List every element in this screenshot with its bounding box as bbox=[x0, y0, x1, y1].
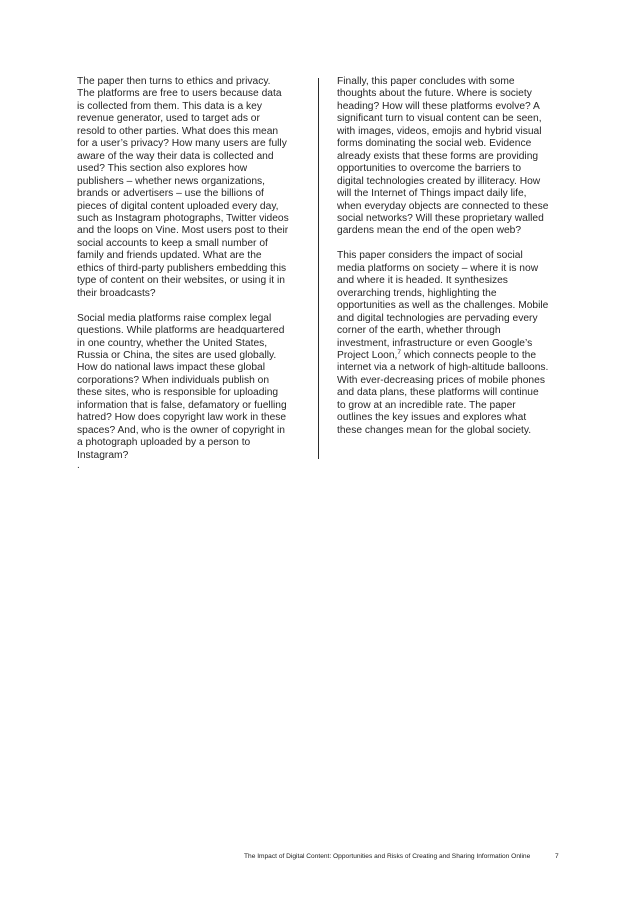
text-line: and the loops on Vine. Most users post to their bbox=[77, 225, 289, 237]
text-line: spaces? And, who is the owner of copyright in bbox=[77, 424, 285, 436]
footnote-line bbox=[337, 350, 562, 362]
text-line: brands or advertisers – use the billions of bbox=[77, 188, 264, 200]
column-divider bbox=[318, 78, 319, 459]
text-line: corner of the earth, whether through bbox=[337, 325, 501, 337]
text-line: Instagram? bbox=[77, 449, 129, 461]
text-line: The platforms are free to users because data bbox=[77, 88, 282, 100]
right-paragraph-impact bbox=[337, 250, 562, 437]
text-line: opportunities as well as the challenges. Mobile bbox=[337, 300, 549, 312]
text-line: ethics of third-party publishers embedding this bbox=[77, 262, 287, 274]
text-line: media platforms on society – where it is now bbox=[337, 262, 539, 274]
text-line: social networks? Will these proprietary walled bbox=[337, 212, 544, 224]
text-line: heading? How will these platforms evolve? A bbox=[337, 100, 540, 112]
left-paragraph-legal bbox=[77, 313, 302, 462]
stray-mark: . bbox=[77, 460, 80, 471]
text-line: outlines the key issues and explores what bbox=[337, 412, 527, 424]
text-line: such as Instagram photographs, Twitter videos bbox=[77, 212, 289, 224]
text-line: thoughts about the future. Where is society bbox=[337, 88, 532, 100]
text-line: and digital technologies are pervading every bbox=[337, 312, 538, 324]
page-number: 7 bbox=[555, 853, 559, 860]
text-line: forms dominating the social web. Evidence bbox=[337, 138, 532, 150]
text-line: already exists that these forms are providing bbox=[337, 150, 539, 162]
footer-title: The Impact of Digital Content: Opportunities and Risks of Creating and Sharing Information Online bbox=[244, 853, 531, 860]
text-line: investment, infrastructure or even Google’s bbox=[337, 337, 533, 349]
text-line: Social media platforms raise complex legal bbox=[77, 312, 272, 324]
text-line: these changes mean for the global society. bbox=[337, 424, 532, 436]
text-line: a photograph uploaded by a person to bbox=[77, 437, 251, 449]
text-line: gardens mean the end of the open web? bbox=[337, 225, 522, 237]
text-line: revenue generator, used to target ads or bbox=[77, 113, 260, 125]
footnote-line-end: which connects people to the bbox=[401, 349, 537, 361]
footnote-line-start: Project Loon, bbox=[337, 349, 398, 361]
text-line: digital technologies created by illiteracy. How bbox=[337, 175, 541, 187]
left-paragraph-ethics bbox=[77, 76, 302, 300]
text-line: family and friends updated. What are the bbox=[77, 250, 262, 262]
text-line: The paper then turns to ethics and privacy. bbox=[77, 76, 271, 87]
text-line: overarching trends, highlighting the bbox=[337, 287, 497, 299]
text-line: when everyday objects are connected to these bbox=[337, 200, 549, 212]
text-line: publishers – whether news organizations, bbox=[77, 175, 266, 187]
text-line: With ever-decreasing prices of mobile phones bbox=[337, 374, 545, 386]
text-line: hatred? How does copyright law work in these bbox=[77, 412, 287, 424]
text-line: This paper considers the impact of social bbox=[337, 250, 523, 262]
text-line: type of content on their websites, or using it in bbox=[77, 275, 285, 287]
text-line: aware of the way their data is collected and bbox=[77, 150, 274, 162]
text-line: is collected from them. This data is a key bbox=[77, 100, 262, 112]
text-line: for a user’s privacy? How many users are fully bbox=[77, 138, 287, 150]
text-line: resold to other parties. What does this mean bbox=[77, 125, 279, 137]
text-line: information that is false, defamatory or fuelling bbox=[77, 399, 287, 411]
text-line: pieces of digital content uploaded every day, bbox=[77, 200, 279, 212]
text-line: their broadcasts? bbox=[77, 287, 156, 299]
text-line: and where it is headed. It synthesizes bbox=[337, 275, 508, 287]
text-line: Russia or China, the sites are used globally. bbox=[77, 349, 277, 361]
text-line: How do national laws impact these global bbox=[77, 362, 266, 374]
right-column bbox=[337, 76, 562, 450]
text-line: with images, videos, emojis and hybrid visual bbox=[337, 125, 542, 137]
text-line: social accounts to keep a small number of bbox=[77, 237, 268, 249]
text-line: will the Internet of Things impact daily life, bbox=[337, 188, 527, 200]
text-line: to grow at an incredible rate. The paper bbox=[337, 399, 516, 411]
text-line: in one country, whether the United States, bbox=[77, 337, 268, 349]
left-column bbox=[77, 76, 302, 474]
text-line: internet via a network of high-altitude balloons. bbox=[337, 362, 549, 374]
text-line: Finally, this paper concludes with some bbox=[337, 76, 515, 87]
text-line: and data plans, these platforms will continue bbox=[337, 387, 539, 399]
footnote-reference[interactable]: 7 bbox=[397, 348, 402, 356]
text-line: used? This section also explores how bbox=[77, 163, 248, 175]
text-line: questions. While platforms are headquartered bbox=[77, 325, 285, 337]
text-line: opportunities to overcome the barriers to bbox=[337, 163, 522, 175]
text-line: these sites, who is responsible for uploading bbox=[77, 387, 279, 399]
text-line: significant turn to visual content can be seen, bbox=[337, 113, 542, 125]
text-line: corporations? When individuals publish on bbox=[77, 374, 270, 386]
right-paragraph-future bbox=[337, 76, 562, 238]
